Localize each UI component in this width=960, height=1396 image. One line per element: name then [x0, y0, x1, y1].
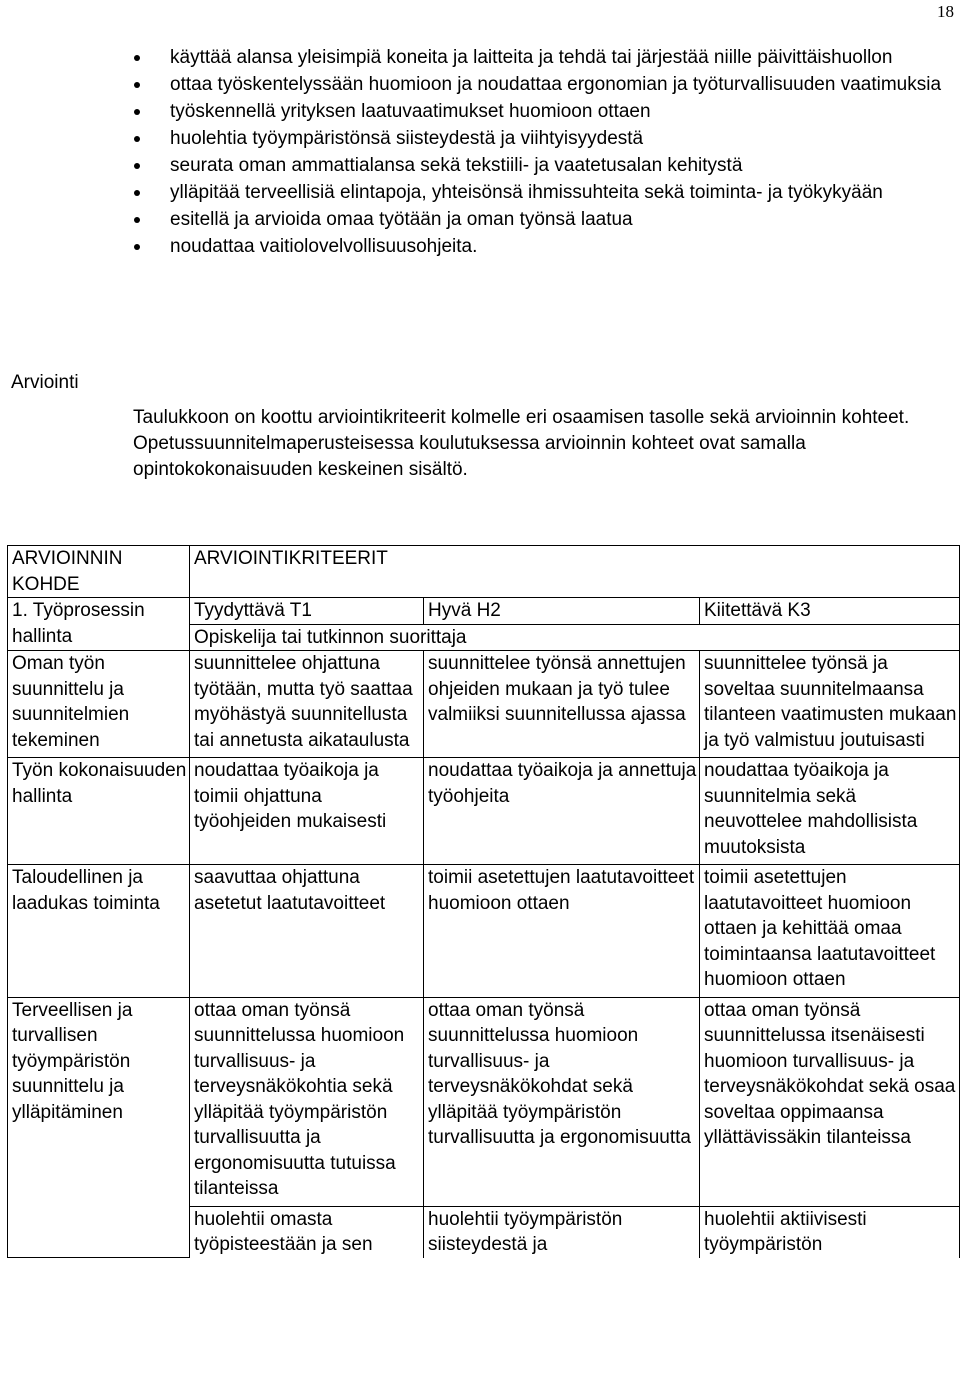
bullet-list	[0, 45, 960, 261]
row-target: Oman työn suunnittelu ja suunnitelmien tekeminen	[8, 651, 190, 758]
list-item: ottaa työskentelyssään huomioon ja noudattaa ergonomian ja työturvallisuuden vaatimuksia	[0, 72, 960, 98]
cell-k3: ottaa oman työnsä suunnittelussa itsenäisesti huomioon turvallisuus- ja terveysnäkökohdat sekä osaa soveltaa oppimaansa yllättävissäkin tilanteissa	[700, 997, 960, 1206]
bullet-icon	[134, 82, 140, 88]
bullet-icon	[134, 136, 140, 142]
cell-h2: toimii asetettujen laatutavoitteet huomioon ottaen	[424, 865, 700, 998]
cell-k3: toimii asetettujen laatutavoitteet huomioon ottaen ja kehittää omaa toimintaansa laatutavoitteet huomioon ottaen	[700, 865, 960, 998]
list-item: käyttää alansa yleisimpiä koneita ja laitteita ja tehdä tai järjestää niille päivittäishuollon	[0, 45, 960, 71]
cell-t1: saavuttaa ohjattuna asetetut laatutavoitteet	[190, 865, 424, 998]
list-item: ylläpitää terveellisiä elintapoja, yhteisönsä ihmissuhteita sekä toiminta- ja työkykyään	[0, 180, 960, 206]
bullet-icon	[134, 190, 140, 196]
cell-t1: huolehtii omasta työpisteestään ja sen	[190, 1206, 424, 1258]
cell-h2: ottaa oman työnsä suunnittelussa huomioon turvallisuus- ja terveysnäkökohdat sekä ylläpitää työympäristön turvallisuutta ja ergonomisuutta	[424, 997, 700, 1206]
level-t1: Tyydyttävä T1	[190, 598, 424, 625]
cell-k3: huolehtii aktiivisesti työympäristön	[700, 1206, 960, 1258]
intro-paragraph: Taulukkoon on koottu arviointikriteerit kolmelle eri osaamisen tasolle sekä arvioinnin kohteet. Opetussuunnitelmaperusteisessa koulutuksessa arvioinnin kohteet ovat samalla opintokokonaisuuden keskeinen sisältö.	[133, 407, 910, 480]
row-target: Taloudellinen ja laadukas toiminta	[8, 865, 190, 998]
cell-t1: noudattaa työaikoja ja toimii ohjattuna työohjeiden mukaisesti	[190, 758, 424, 865]
list-item: työskennellä yrityksen laatuvaatimukset huomioon ottaen	[0, 99, 960, 125]
section-title: 1. Työprosessin hallinta	[8, 598, 190, 651]
subject-line: Opiskelija tai tutkinnon suorittaja	[190, 624, 960, 651]
cell-t1: ottaa oman työnsä suunnittelussa huomioon turvallisuus- ja terveysnäkökohtia sekä ylläpitää työympäristön turvallisuutta ja ergonomisuutta tutuissa tilanteissa	[190, 997, 424, 1206]
cell-h2: huolehtii työympäristön siisteydestä ja	[424, 1206, 700, 1258]
cell-h2: suunnittelee työnsä annettujen ohjeiden mukaan ja työ tulee valmiiksi suunnitellussa ajassa	[424, 651, 700, 758]
list-item: huolehtia työympäristönsä siisteydestä ja viihtyisyydestä	[0, 126, 960, 152]
bullet-icon	[134, 109, 140, 115]
header-target: ARVIOINNIN KOHDE	[8, 546, 190, 598]
list-item: esitellä ja arvioida omaa työtään ja oman työnsä laatua	[0, 207, 960, 233]
criteria-table	[7, 545, 960, 1258]
cell-h2: noudattaa työaikoja ja annettuja työohjeita	[424, 758, 700, 865]
level-k3: Kiitettävä K3	[700, 598, 960, 625]
bullet-icon	[134, 244, 140, 250]
page-number: 18	[937, 2, 954, 21]
list-item: noudattaa vaitiolovelvollisuusohjeita.	[0, 234, 960, 260]
table-row	[8, 997, 960, 1206]
cell-k3: suunnittelee työnsä ja soveltaa suunnitelmaansa tilanteen vaatimusten mukaan ja työ valmistuu joutuisasti	[700, 651, 960, 758]
table-row	[8, 651, 960, 758]
section-heading: Arviointi	[11, 372, 79, 393]
header-criteria: ARVIOINTIKRITEERIT	[190, 546, 960, 598]
list-item: seurata oman ammattialansa sekä tekstiili- ja vaatetusalan kehitystä	[0, 153, 960, 179]
row-target: Terveellisen ja turvallisen työympäristön suunnittelu ja ylläpitäminen	[8, 997, 190, 1258]
table-row	[8, 865, 960, 998]
table-row	[8, 758, 960, 865]
bullet-icon	[134, 163, 140, 169]
row-target: Työn kokonaisuuden hallinta	[8, 758, 190, 865]
bullet-icon	[134, 217, 140, 223]
bullet-icon	[134, 55, 140, 61]
level-h2: Hyvä H2	[424, 598, 700, 625]
cell-k3: noudattaa työaikoja ja suunnitelmia sekä neuvottelee mahdollisista muutoksista	[700, 758, 960, 865]
cell-t1: suunnittelee ohjattuna työtään, mutta työ saattaa myöhästyä suunnitellusta tai annetusta aikataulusta	[190, 651, 424, 758]
